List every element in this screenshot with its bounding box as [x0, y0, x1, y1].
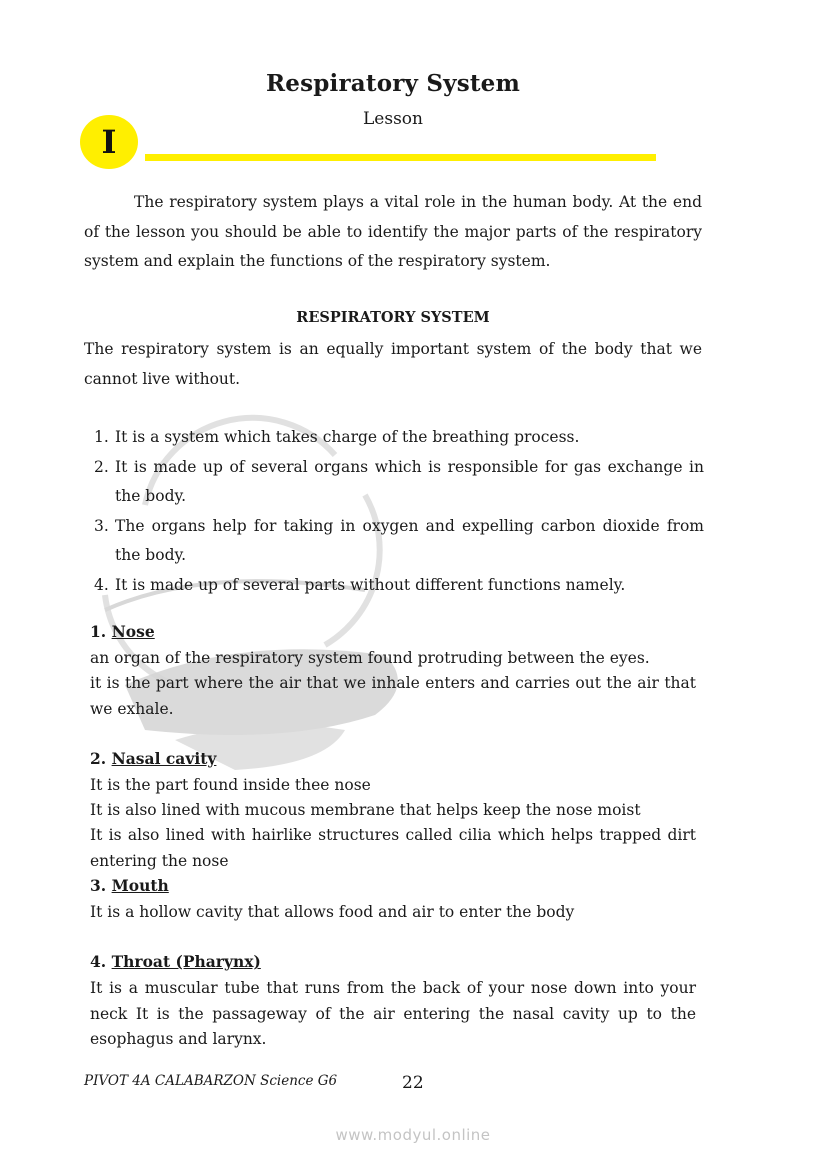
- part-title: [90, 622, 700, 641]
- part-nasal-cavity: [90, 749, 700, 768]
- intro-paragraph: The respiratory system plays a vital role in the human body. At the end of the lesson you should be able to identify the major parts of the respiratory system and explain the functions of the respiratory system.: [84, 193, 702, 270]
- part-line: It is also lined with mucous membrane that helps keep the nose moist: [90, 801, 641, 819]
- list-item: [94, 423, 704, 453]
- list-number: 4.: [94, 575, 109, 594]
- part-name: Mouth: [111, 876, 169, 895]
- part-line: It is the part found inside thee nose: [90, 776, 371, 794]
- part-mouth: [90, 876, 700, 895]
- part-throat: [90, 952, 700, 971]
- part-line: It is also lined with hairlike structures called cilia which helps trapped dirt entering the nose: [90, 826, 696, 870]
- part-number: 3.: [90, 876, 107, 895]
- part-name: Throat (Pharynx): [111, 952, 261, 971]
- list-text: It is made up of several organs which is responsible for gas exchange in the body.: [115, 457, 704, 505]
- page-title: Respiratory System: [265, 70, 521, 97]
- list-number: 1.: [94, 428, 109, 446]
- list-text: It is a system which takes charge of the breathing process.: [115, 428, 580, 446]
- part-line: It is a hollow cavity that allows food and air to enter the body: [90, 903, 575, 921]
- list-item: [94, 453, 704, 512]
- part-number: 2.: [90, 749, 107, 768]
- page-subtitle: Lesson: [363, 109, 423, 129]
- list-item: [94, 571, 704, 601]
- section-badge-label: I: [101, 123, 117, 161]
- section-intro: The respiratory system is an equally important system of the body that we cannot live without.: [84, 340, 702, 388]
- part-number: 4.: [90, 952, 107, 971]
- part-line: It is a muscular tube that runs from the back of your nose down into your neck It is the passageway of the air entering the nasal cavity up to the esophagus and larynx.: [90, 979, 696, 1048]
- list-item: [94, 512, 704, 571]
- page-number: 22: [402, 1073, 424, 1093]
- section-heading: RESPIRATORY SYSTEM: [296, 309, 490, 326]
- part-line: it is the part where the air that we inhale enters and carries out the air that we exhale.: [90, 674, 696, 718]
- part-line: an organ of the respiratory system found protruding between the eyes.: [90, 649, 650, 667]
- part-title: [90, 876, 700, 895]
- points-list: [94, 423, 704, 600]
- part-title: [90, 749, 700, 768]
- part-nose: [90, 622, 700, 641]
- footer-source: PIVOT 4A CALABARZON Science G6: [84, 1073, 338, 1089]
- list-text: It is made up of several parts without different functions namely.: [115, 575, 626, 594]
- list-number: 2.: [94, 457, 109, 476]
- list-number: 3.: [94, 516, 109, 535]
- section-badge: [80, 115, 138, 169]
- title-underline: [145, 154, 656, 161]
- part-number: 1.: [90, 622, 107, 641]
- part-title: [90, 952, 700, 971]
- part-name: Nose: [111, 622, 155, 641]
- watermark-url: www.modyul.online: [335, 1126, 491, 1144]
- part-name: Nasal cavity: [111, 749, 217, 768]
- list-text: The organs help for taking in oxygen and expelling carbon dioxide from the body.: [115, 516, 704, 564]
